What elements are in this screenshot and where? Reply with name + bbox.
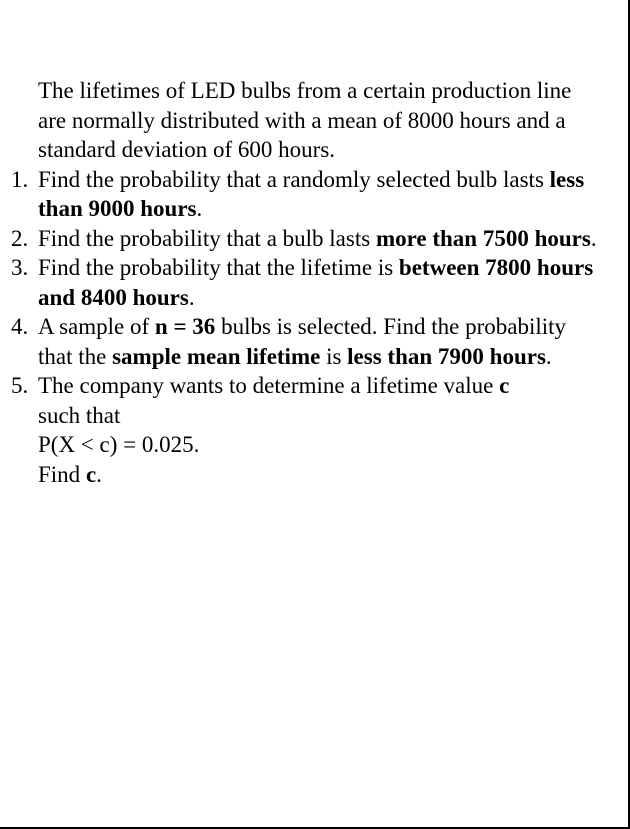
question-text: Find the probability that the lifetime is <box>38 255 399 280</box>
question-1 <box>0 165 604 224</box>
variable-c: c <box>85 461 97 487</box>
question-emphasis: less than 9000 hours <box>38 166 585 221</box>
punctuation: . <box>590 225 597 251</box>
question-text: bulbs is selected. Find the probability that the <box>38 314 567 369</box>
punctuation: . <box>545 343 552 369</box>
question-text: Find the probability that a bulb lasts <box>38 225 376 251</box>
variable-c: c <box>499 373 510 398</box>
intro-paragraph: The lifetimes of LED bulbs from a certain production line are normally distributed with a mean of 8000 hours and a standard deviation of 600 hours. <box>38 78 572 162</box>
sample-size: n = 36 <box>154 314 216 339</box>
question-number: 4. <box>11 314 29 339</box>
question-text: The company wants to determine a lifetime value <box>38 373 500 398</box>
question-list <box>0 165 620 490</box>
question-text: Find the probability that a randomly selected bulb lasts <box>38 166 550 192</box>
question-text: A sample of <box>38 314 155 339</box>
question-emphasis: sample mean lifetime <box>112 343 321 369</box>
question-text: is <box>320 343 348 369</box>
problem-text <box>0 76 620 489</box>
question-5 <box>0 371 604 489</box>
question-emphasis: more than 7500 hours <box>375 225 591 251</box>
question-4 <box>0 312 604 371</box>
question-number: 1. <box>11 166 29 192</box>
find-line <box>38 460 604 490</box>
question-number: 3. <box>11 255 29 280</box>
question-emphasis: less than 7900 hours <box>347 343 546 369</box>
question-text: Find <box>38 461 86 487</box>
punctuation: . <box>188 284 195 310</box>
question-number: 2. <box>11 225 29 251</box>
question-emphasis: between 7800 hours and 8400 hours <box>38 255 594 310</box>
question-text: such that <box>38 402 121 428</box>
punctuation: . <box>196 196 203 221</box>
equation: P(X < c) = 0.025. <box>38 432 200 457</box>
question-2 <box>0 224 604 254</box>
question-number: 5. <box>11 373 29 398</box>
punctuation: . <box>96 461 102 487</box>
question-3 <box>0 253 604 312</box>
